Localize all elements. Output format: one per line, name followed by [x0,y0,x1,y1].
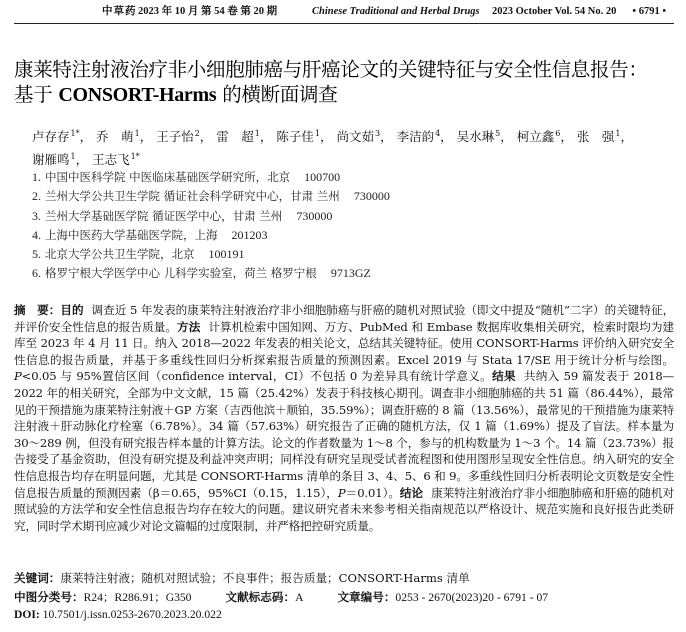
author [216,129,260,144]
affiliation-item [32,187,632,206]
affiliation-number: 5. [32,247,41,262]
article-number-label: 文章编号： [337,590,396,604]
keywords-label: 关键词： [14,571,61,585]
author-name: 柯立鑫 [516,129,555,144]
journal-name-en: Chinese Traditional and Herbal Drugs [312,6,480,17]
results-label: 结果 [492,369,516,384]
methods-text: 计算机检索中国知网、万方、PubMed 和 Embase 数据库收集相关研究，检索时限均为建库至 2023 年 4 月 11 日。纳入 2018—2022 年发表的相关论文，总结其关键特征。使用 CONSORT-Harms 评价纳入研究安全性信息的报告质量，并基于多重线性回归分析探索报告质量的预测因素。Excel 2019 与 Stata 17/SE 用于统计分析与绘图。 [14,319,675,367]
issue-info-en: 2023 October Vol. 54 No. 20 [492,6,617,17]
clc-label: 中图分类号： [14,590,84,604]
postal-code: 9713GZ [330,266,371,281]
author-name: 谢雁鸣 [32,152,70,167]
title-prefix: 基于 [14,83,59,106]
article-number-value: 0253 - 2670(2023)20 - 6791 - 07 [395,591,549,604]
author [457,129,501,144]
affiliation-text: 兰州大学公共卫生学院 循证社会科学研究中心，甘肃 兰州 [45,189,340,204]
clc-number [14,589,191,606]
article-number [337,589,548,606]
author-affiliation-marker: 1 [254,129,260,138]
author [577,129,621,144]
postal-code: 100191 [208,247,245,262]
author-affiliation-marker: 3 [374,129,381,138]
author-name: 张 强 [576,129,615,144]
author-name: 乔 萌 [96,129,134,144]
affiliation-number: 2. [32,189,41,204]
p-value-symbol: P [14,369,22,384]
author-name: 尚文茹 [336,129,374,144]
doi [14,607,674,623]
author-affiliation-marker: 2 [194,129,200,138]
abstract [14,302,674,534]
postal-code: 730000 [353,189,390,204]
author-list: 卢存存$^{1*}$， 乔 萌$^1$， 王子怡$^2$， 雷 超$^1$， 陈子佳$^1$， 尚文茹$^3$， 李洁韵$^4$， 吴水琳$^5$， 柯立鑫$^6$， 张 强$^1$， 谢雁鸣$^1$， 王志飞$^{1*}$ [32,129,633,167]
affiliation-number: 4. [32,227,41,242]
clc-value: R24；R286.91；G350 [83,591,192,604]
conclusion-label: 结论 [399,485,424,500]
affiliation-list [32,168,632,284]
journal-name-cn: 中草药 [102,6,137,17]
page-number: • 6791 • [632,6,666,17]
author [92,152,140,167]
affiliation-item [32,207,632,226]
doi-label: DOI: [14,608,40,621]
affiliation-text: 北京大学公共卫生学院，北京 [45,247,195,262]
objective-text: 调查近 5 年发表的康莱特注射液治疗非小细胞肺癌与肝癌的随机对照试验（即文中提及“随机”二字）的关键特征，并评价安全性信息的报告质量。 [14,303,675,334]
author-name: 王子怡 [156,129,194,144]
title-line-1: 康莱特注射液治疗非小细胞肺癌与肝癌论文的关键特征与安全性信息报告： [14,58,648,81]
affiliation-number: 3. [32,208,41,223]
author-name: 吴水琳 [456,129,495,144]
affiliation-number: 1. [32,170,41,184]
p-value-symbol: P [337,485,346,500]
document-code [225,589,303,606]
author-name: 陈子佳 [276,129,314,144]
author-affiliation-marker: 1 [70,152,76,161]
title-en-term: CONSORT-Harms [58,84,217,106]
conclusion-text: 康莱特注射液治疗非小细胞肺癌和肝癌的随机对照试验的方法学和安全性信息报告均存在较大的问题。建议研究者未来参考相关指南规范以严格设计、规范实施和良好报告此类研究，同时学术期刊应减少对论文篇幅的过度限制，并严格把控研究质量。 [14,485,675,533]
author-affiliation-marker: 1* [70,129,80,138]
author-affiliation-marker: 1* [130,152,140,161]
author [96,129,140,144]
postal-code: 201203 [231,227,268,242]
objective-label: 目的 [60,303,84,317]
keywords [14,570,674,586]
author-affiliation-marker: 6 [555,129,561,138]
author [397,129,441,144]
postal-code: 100700 [304,170,341,184]
affiliation-text: 上海中医药大学基础医学院，上海 [45,227,218,242]
methods-label: 方法 [177,319,201,334]
results-text-2: ＝0.01）。 [345,485,400,500]
methods-text-2: <0.05 与 95%置信区间（confidence interval，CI）不包括 0 为差异具有统计学意义。 [21,369,493,384]
affiliation-item [32,168,632,187]
author-name: 李洁韵 [396,129,435,144]
author-affiliation-marker: 1 [134,129,140,138]
title-line-2 [14,82,674,108]
document-code-value: A [295,591,304,604]
author [517,129,561,144]
affiliation-number: 6. [32,266,41,281]
doi-link[interactable]: 10.7501/j.issn.0253-2670.2023.20.022 [42,608,222,621]
results-text: 共纳入 59 篇发表于 2018—2022 年的相关研究，全部为中文文献，15 篇（25.42%）发表于科技核心期刊。调查非小细胞肺癌的共 51 篇（86.44%），最常见的干预措施为康莱特注射液＋GP 方案（吉西他滨＋顺铂，35.59%）；调查肝癌的 8 篇（13.56%），最常见的干预措施为康莱特注射液＋肝动脉化疗栓塞（6.78%）。34 篇（57.63%）研究报告了正确的随机方法，仅 1 篇（1.69%）提及了盲法。样本量为 30～289 例，但没有研究报告样本量的计算方法。论文的作者数量为 1～8 个，参与的机构数量为 1～3 个。14 篇（23.73%）报告接受了基金资助，但没有研究提及利益冲突声明；同样没有研究呈现受试者流程图和使用图形呈现安全性信息。纳入研究的安全性信息报告均存在明显问题，尤其是 CONSORT-Harms 清单的条目 3、4、5、6 和 9。多重线性回归分析表明论文页数是安全性信息报告质量的预测因素（β＝0.65，95%CI（0.15，1.15）， [14,369,675,500]
affiliation-text: 格罗宁根大学医学中心 儿科学实验室，荷兰 格罗宁根 [45,266,317,281]
title-suffix: 的横断面调查 [216,83,338,106]
author-affiliation-marker: 4 [435,129,441,138]
author-name: 卢存存 [32,129,70,144]
author-name: 雷 超 [216,129,254,144]
postal-code: 730000 [296,208,333,223]
author [32,129,80,144]
author [276,129,320,144]
article-title [14,57,674,108]
author [336,129,380,144]
affiliation-text: 兰州大学基础医学院 循证医学中心，甘肃 兰州 [45,208,283,223]
affiliation-item [32,226,632,245]
keywords-text: 康莱特注射液；随机对照试验；不良事件；报告质量；CONSORT-Harms 清单 [60,571,470,585]
affiliation-item [32,245,632,264]
author [156,129,200,144]
affiliation-text: 中国中医科学院 中医临床基础医学研究所，北京 [45,170,291,184]
author-name: 王志飞 [92,152,130,167]
abstract-label: 摘 要： [14,303,61,317]
author-affiliation-marker: 1 [615,129,621,138]
classification-info [14,589,674,606]
affiliation-item [32,264,632,283]
author-affiliation-marker: 5 [495,129,501,138]
issue-info-cn: 2023 年 10 月 第 54 卷 第 20 期 [138,6,278,17]
author [32,152,76,167]
author-affiliation-marker: 1 [314,129,320,138]
running-header [14,3,674,24]
document-code-label: 文献标志码： [225,590,296,604]
